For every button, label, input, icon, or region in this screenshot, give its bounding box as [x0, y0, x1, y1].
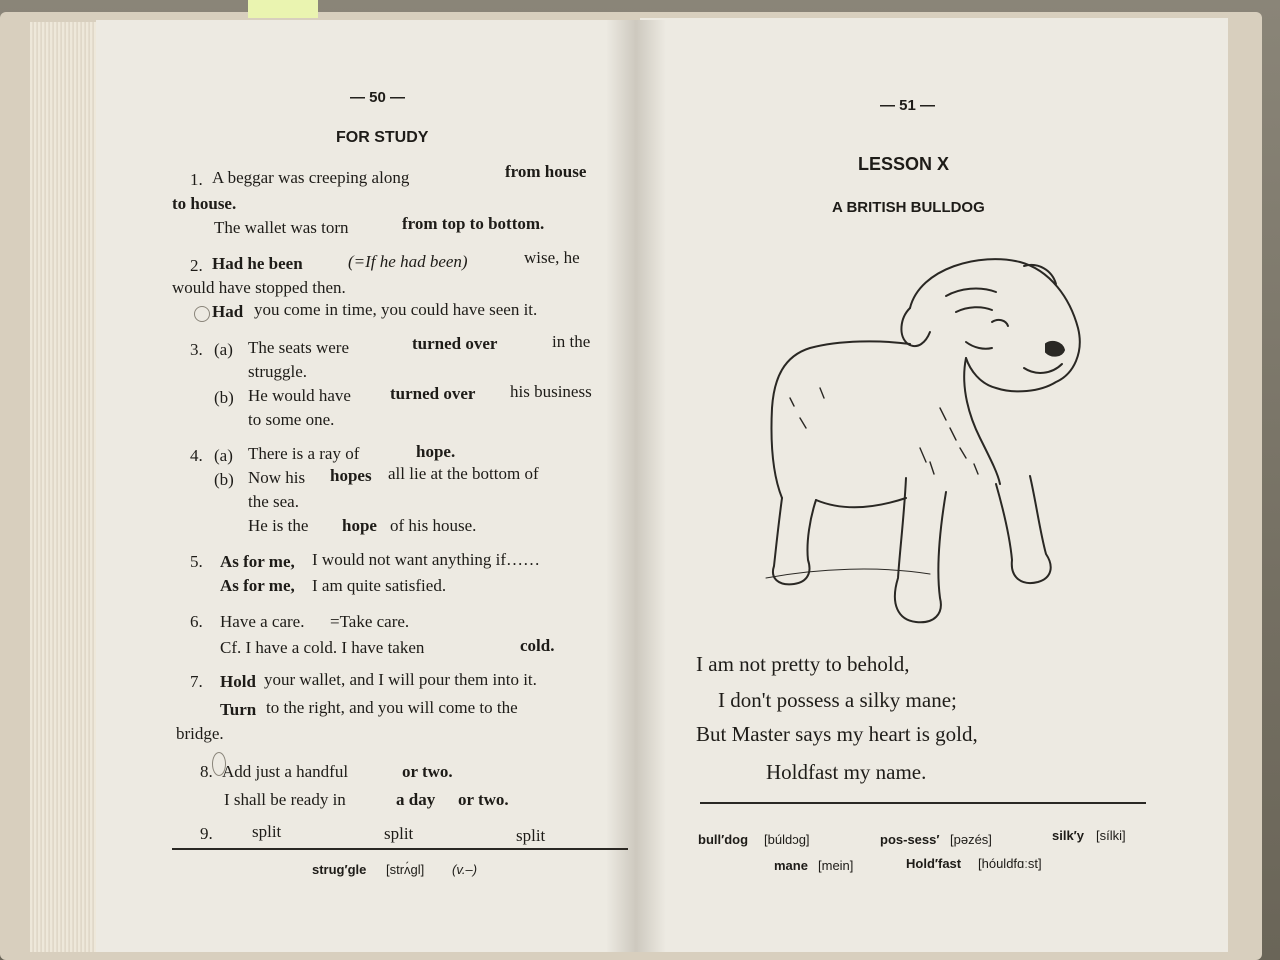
item-3b-text-2: turned over	[390, 384, 476, 403]
glossary-pron-5: [hóuldfɑːst]	[978, 856, 1042, 871]
item-8b-text-1: I shall be ready in	[224, 790, 346, 809]
dog-eye	[992, 320, 1008, 326]
item-2-text-f: you come in time, you could have seen it.	[254, 300, 538, 319]
gloss-word: strug′gle	[312, 862, 367, 877]
glossary-word-2: pos-sess′	[880, 832, 940, 847]
item-8b-text-2: a day	[396, 790, 436, 809]
item-2-text-a: Had he been	[212, 254, 303, 273]
footnote-rule	[172, 848, 628, 850]
item-7-number: 7.	[190, 672, 203, 691]
item-5a-text-2: I would not want anything if……	[312, 550, 541, 569]
pencil-mark	[194, 306, 210, 322]
item-9-word-1: split	[252, 822, 282, 841]
item-5b-text-1: As for me,	[220, 576, 295, 595]
dog-mouth	[1024, 364, 1062, 373]
dog-nose	[1046, 342, 1064, 356]
item-3a-label: (a)	[214, 340, 233, 359]
poem-line-2: I don't possess a silky mane;	[718, 688, 957, 712]
item-7a-text-1: Hold	[220, 672, 256, 691]
left-page	[96, 20, 641, 952]
item-9-word-2: split	[384, 824, 414, 843]
item-4a-text-2: hope.	[416, 442, 456, 461]
item-7a-text-2: your wallet, and I will pour them into it.	[264, 670, 537, 689]
item-6b-text-2: cold.	[520, 636, 555, 655]
item-3a-text-1: The seats were	[248, 338, 350, 357]
item-9-word-3: split	[516, 826, 546, 845]
item-2-number: 2.	[190, 256, 203, 275]
gloss-pronunciation: [strʌ́gl]	[386, 862, 425, 877]
item-4c-text-1: He is the	[248, 516, 309, 535]
item-3b-text-1: He would have	[248, 386, 351, 405]
item-5-number: 5.	[190, 552, 203, 571]
item-4b-text-3: all lie at the bottom of	[388, 464, 539, 483]
bulldog-illustration	[760, 248, 1090, 648]
glossary-pron-4: [mein]	[818, 858, 854, 873]
item-4-number: 4.	[190, 446, 203, 465]
item-8a-text-2: or two.	[402, 762, 453, 781]
glossary-pron-2: [pəzés]	[950, 832, 992, 847]
dog-wrinkles	[946, 289, 996, 349]
item-8b-text-3: or two.	[458, 790, 509, 809]
item-3a-text-4: struggle.	[248, 362, 308, 381]
item-6-number: 6.	[190, 612, 203, 631]
glossary-word-4: mane	[774, 858, 808, 873]
dog-shading	[790, 388, 978, 474]
left-page-number: — 50 —	[350, 89, 406, 106]
right-page	[640, 18, 1228, 952]
item-2-text-b: (=If he had been)	[348, 252, 468, 271]
item-7b-text-1: Turn	[220, 700, 257, 719]
item-3a-text-3: in the	[552, 332, 591, 351]
lesson-title: A BRITISH BULLDOG	[832, 199, 985, 216]
glossary-rule	[700, 802, 1146, 804]
item-3b-label: (b)	[214, 388, 234, 407]
dog-ground	[766, 569, 930, 578]
item-7b-text-3: bridge.	[176, 724, 224, 743]
item-1-text-c: to house.	[172, 194, 237, 213]
dog-ear-left	[901, 308, 930, 346]
item-8-number: 8.	[200, 762, 213, 781]
item-5a-text-1: As for me,	[220, 552, 295, 571]
poem-line-1: I am not pretty to behold,	[696, 652, 910, 676]
right-page-number: — 51 —	[880, 97, 936, 114]
item-2-text-e: Had	[212, 302, 244, 321]
item-6a-text-2: =Take care.	[330, 612, 410, 631]
lesson-number: LESSON X	[858, 154, 950, 174]
item-4a-label: (a)	[214, 446, 233, 465]
sticky-note-tab	[248, 0, 318, 18]
item-4b-label: (b)	[214, 470, 234, 489]
item-4b-text-2: hopes	[330, 466, 372, 485]
dog-belly	[816, 498, 906, 507]
item-9-number: 9.	[200, 824, 213, 843]
item-4b-text-1: Now his	[248, 468, 306, 487]
gloss-part-of-speech: (v.–)	[452, 862, 478, 877]
item-3b-text-3: his business	[510, 382, 592, 401]
for-study-heading: FOR STUDY	[336, 129, 429, 146]
glossary-word-1: bull′dog	[698, 832, 749, 847]
item-6b-text-1: Cf. I have a cold. I have taken	[220, 638, 425, 657]
item-3b-text-4: to some one.	[248, 410, 335, 429]
glossary-word-5: Hold′fast	[906, 856, 962, 871]
item-6a-text-1: Have a care.	[220, 612, 305, 631]
item-4b-text-4: the sea.	[248, 492, 299, 511]
glossary-pron-3: [sílki]	[1096, 828, 1126, 843]
item-2-text-c: wise, he	[524, 248, 580, 267]
dog-back	[771, 341, 910, 498]
item-2-text-d: would have stopped then.	[172, 278, 346, 297]
dog-chest	[964, 358, 1000, 484]
item-8a-text-1: Add just a handful	[222, 762, 349, 781]
item-3a-text-2: turned over	[412, 334, 498, 353]
item-1-text-b: from house	[505, 162, 587, 181]
item-1-text-e: from top to bottom.	[402, 214, 545, 233]
item-1-text-d: The wallet was torn	[214, 218, 349, 237]
item-3-number: 3.	[190, 340, 203, 359]
glossary-word-3: silk′y	[1052, 828, 1085, 843]
poem-line-3: But Master says my heart is gold,	[696, 722, 978, 746]
glossary-pron-1: [búldɔg]	[764, 832, 810, 847]
poem-line-4: Holdfast my name.	[766, 760, 927, 784]
page-edges	[30, 22, 100, 952]
dog-front-leg-right	[996, 476, 1051, 583]
item-4a-text-1: There is a ray of	[248, 444, 360, 463]
item-4c-text-3: of his house.	[390, 516, 477, 535]
item-5b-text-2: I am quite satisfied.	[312, 576, 447, 595]
item-7b-text-2: to the right, and you will come to the	[266, 698, 518, 717]
item-4c-text-2: hope	[342, 516, 377, 535]
item-1-text-a: A beggar was creeping along	[212, 168, 410, 187]
item-1-number: 1.	[190, 170, 203, 189]
